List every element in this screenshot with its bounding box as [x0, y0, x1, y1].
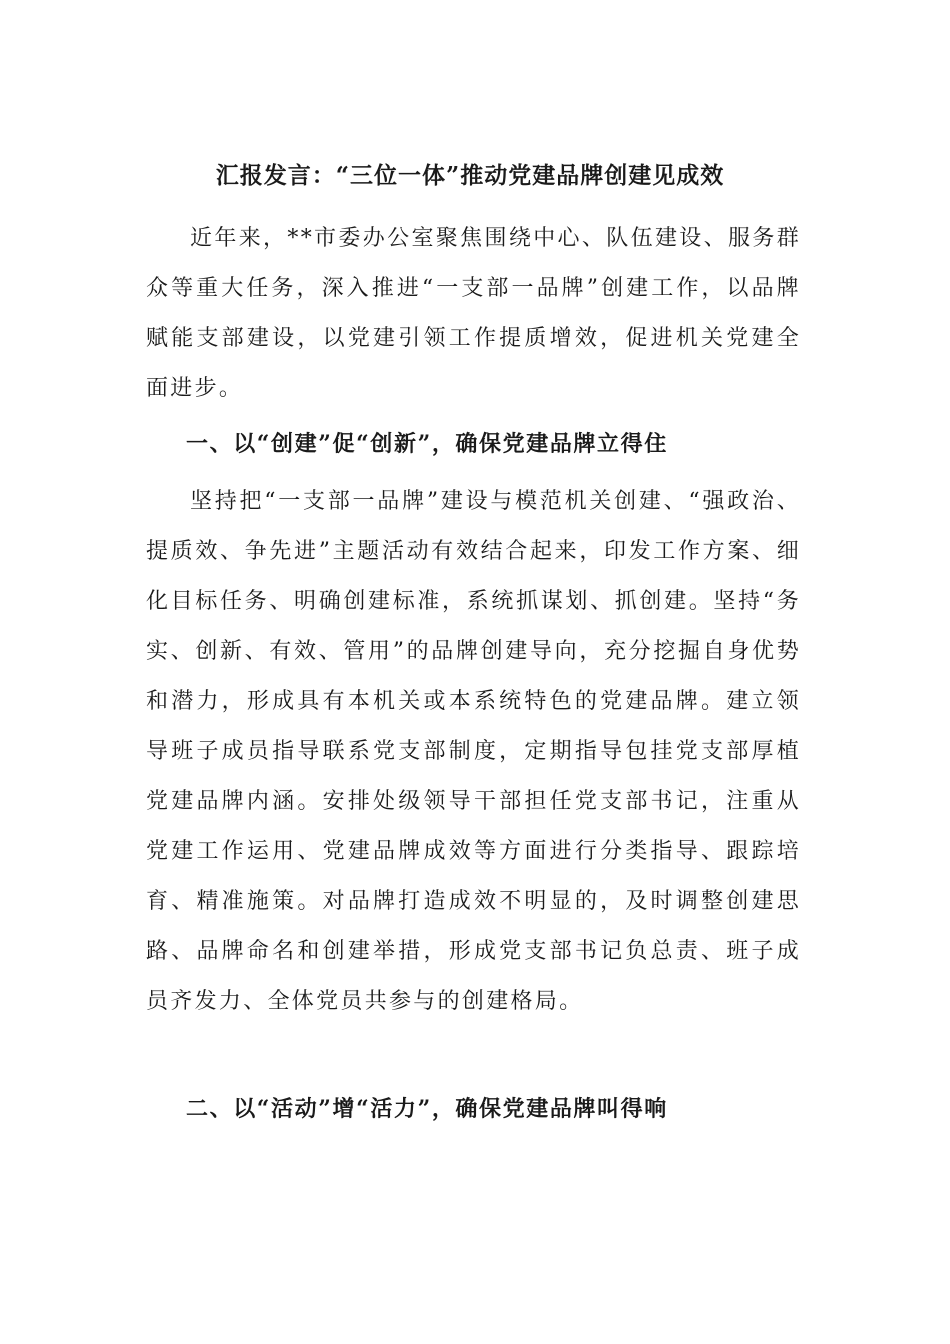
section-1-heading: 一、以“创建”促“创新”，确保党建品牌立得住: [186, 431, 668, 457]
document-title: 汇报发言：“三位一体”推动党建品牌创建见成效: [215, 162, 725, 189]
intro-paragraph: 近年来，**市委办公室聚焦围绕中心、队伍建设、服务群众等重大任务，深入推进“一支部一品牌”创建工作，以品牌赋能支部建设，以党建引领工作提质增效，促进机关党建全面进步。: [146, 226, 801, 401]
section-2-heading: 二、以“活动”增“活力”，确保党建品牌叫得响: [186, 1096, 668, 1122]
section-1-body: 坚持把“一支部一品牌”建设与模范机关创建、“强政治、提质效、争先进”主题活动有效结合起来，印发工作方案、细化目标任务、明确创建标准，系统抓谋划、抓创建。坚持“务实、创新、有效、管用”的品牌创建导向，充分挖掘自身优势和潜力，形成具有本机关或本系统特色的党建品牌。建立领导班子成员指导联系党支部制度，定期指导包挂党支部厚植党建品牌内涵。安排处级领导干部担任党支部书记，注重从党建工作运用、党建品牌成效等方面进行分类指导、跟踪培育、精准施策。对品牌打造成效不明显的，及时调整创建思路、品牌命名和创建举措，形成党支部书记负总责、班子成员齐发力、全体党员共参与的创建格局。: [146, 489, 801, 1014]
